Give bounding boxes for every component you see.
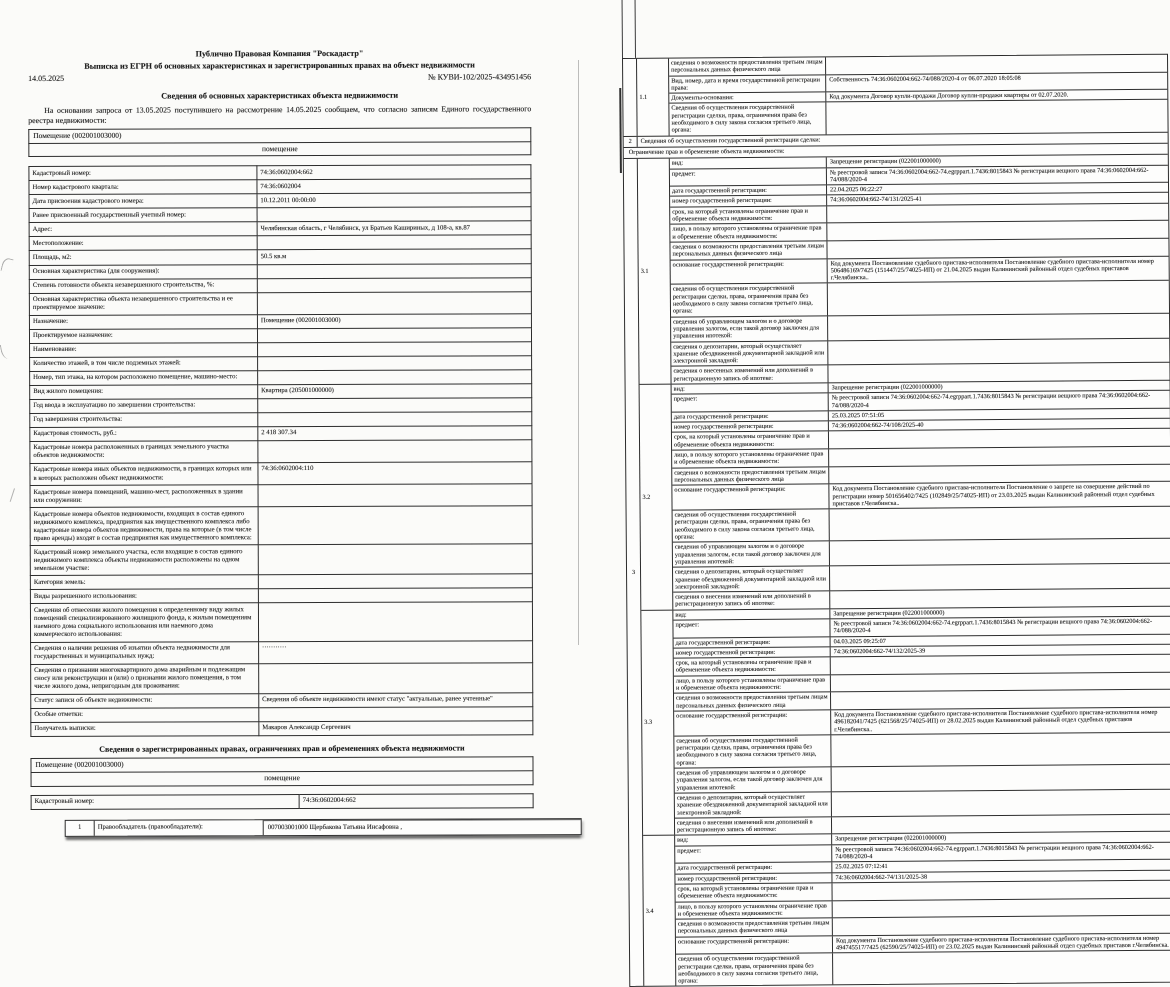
reg-row-label: сведения об управляющем залогом и о договоре управления залогом, если такой договор заключен для управления ипотекой: [673,542,830,567]
row-label: Кадастровые номера помещений, машино-мест, расположенных в здании или сооружении: [30,485,258,508]
organization-name: Публично Правовая Компания "Роскадастр" [195,48,364,59]
row-value [257,355,531,370]
reg-row-value [830,589,1170,608]
object-box-2 [30,756,533,786]
row-value [257,370,531,385]
reg-row-label: сведения об осуществлении государственной регистрации сделки, права, ограничения права без необходимого в силу закона согласия третьего лица, органа: [674,735,831,767]
page-2 [622,54,1170,987]
block-3 [624,154,1170,986]
object-kind: помещение [31,771,533,786]
row-label: Назначение: [29,314,257,329]
reg-row-label: вид: [675,835,832,846]
reg-row-value [832,790,1170,817]
row-value [258,574,532,589]
group-3-4 [643,831,1170,986]
reg-row [671,280,1169,316]
row-label: Проектируемое назначение: [29,328,257,343]
owner-label: Правообладатель (правообладатели): [95,820,264,835]
table-row [30,440,532,464]
row-value [258,398,532,413]
reg-row-label: предмет: [672,394,829,412]
row-label: Адрес: [29,222,257,237]
reg-row-label: Вид, номер, дата и время государственной регистрации права: [669,75,826,93]
object-box [28,127,531,157]
row-value [257,327,531,342]
reg-row-value: 74:36:0602004:662-74/108/2025-40 [831,421,924,430]
reg-row-label: дата государственной регистрации: [670,186,827,197]
reg-row-value: Запрещение регистрации (022001000000) [835,834,947,843]
reg-row-label: номер государственной регистрации: [672,422,829,433]
row-value: Квартира (205001000000) [258,384,532,399]
row-value: 2 418 307.34 [258,426,532,441]
reg-row-value [828,363,1169,382]
row-label: Ранее присвоенный государственный учетный номер: [29,208,257,223]
row-label: Кадастровый номер: [29,166,257,181]
reg-row-value [828,338,1169,365]
row-value [257,263,531,278]
row-label: Наименование: [30,342,258,357]
reg-row [674,732,1170,768]
row-label: Год завершения строительства: [30,413,258,428]
restrictions-header: Ограничение прав и обременение объекта недвижимости: [624,143,1168,159]
reg-row-label: основание государственной регистрации: [672,485,829,510]
reg-row-value [830,539,1170,566]
row-label: Сведения об отнесении жилого помещения к определенному виду жилых помещений специализированного жилищного фонда, к жилым помещениям наемного дома социального использования или наемного дома коммерческого использования: [30,603,258,642]
table-continuation-line [635,0,636,58]
block-3-number: 3 [624,159,644,986]
reg-row-value: 25.03.2025 07:51:05 [831,411,885,420]
reg-row [672,481,1170,510]
reg-row [669,99,1167,135]
row-value [257,341,531,356]
row-label: Получатель выписки: [31,721,259,736]
group-number: 3.3 [641,610,675,835]
row-label: Номер кадастрового квартала: [29,180,257,195]
reg-row-label: сведения о возможности предоставления третьим лицам персональных данных физического лица [670,241,827,259]
reg-row-label: предмет: [675,845,832,863]
row-value [258,602,532,641]
row-label: Особые отметки: [31,707,259,722]
row-value [259,706,533,721]
reg-row-value: Код документа Постановление судебного пристава-исполнителя Постановление о запрете на совершение действий по регистрации номер 501656402/7425 (102849/25/74025-ИП) от 23.03.2025 выдан Калининский районный отдел судебных приставов г.Челябинска.. [832,483,1155,508]
handwriting-mark [3,486,15,502]
reg-row [673,538,1170,567]
reg-row-label: сведения об управляющем залогом и о договоре управления залогом, если такой договор заключен для управления ипотекой: [671,316,828,341]
intro-text: На основании запроса от 13.05.2025 поступившего на рассмотрение 14.05.2025 сообщаем, что согласно записям Единого государственного реестра недвижимости: [28,104,532,125]
reg-row-value: № реестровой записи 74:36:0602004:662-74.egrppart.1.7436:8015843 № регистрации вещного права 74:36:0602004:662-74/088/2020-4 [835,843,1154,861]
row-value: Сведения об объекте недвижимости имеют статус "актуальные, ранее учтенные" [259,692,533,707]
row-value [258,440,532,463]
reg-row-value: № реестровой записи 74:36:0602004:662-74.egrppart.1.7436:8015843 № регистрации вещного права 74:36:0602004:662-74/088/2020-4 [829,166,1149,184]
reg-row-value: 74:36:0602004:662-74/132/2025-39 [833,647,926,656]
group-number: 3.2 [640,385,674,610]
cadastral-number-row [31,793,534,810]
row-label: Номер, тип этажа, на котором расположено помещение, машино-место: [30,370,258,385]
reg-row-value: Запрещение регистрации (022001000000) [831,383,943,392]
reg-row-label: основание государственной регистрации: [674,710,831,735]
reg-row-value: 22.04.2025 06:22:27 [830,186,883,194]
reg-row-label: срок, на который установлены ограничение прав и обременение объекта недвижимости: [674,658,831,676]
reg-row-value: Код документа Договор купли-продажи Договор купли-продажи квартиры от 02.07.2020. [829,91,1069,101]
reg-row-label: номер государственной регистрации: [674,647,831,658]
row-value [258,588,532,603]
row-label: Дата присвоения кадастрового номера: [29,194,257,209]
handwriting-mark [0,343,11,359]
reg-row-value [831,733,1170,767]
reg-row-value: 74:36:0602004:662-74/131/2025-38 [835,873,928,881]
reg-row-value [830,507,1170,541]
reg-row-label: срок, на который установлены ограничение прав и обременение объекта недвижимости: [672,432,829,450]
row-label: Кадастровый номер земельного участка, если входящие в состав единого недвижимого комплекса объекты недвижимости расположены на одном земельном участке: [30,545,258,576]
reg-row-label: дата государственной регистрации: [672,411,829,422]
reg-row-value: 04.03.2025 09:25:07 [833,637,886,645]
row-value [258,412,532,427]
group-1-1 [623,55,1168,136]
reg-row-label: сведения о внесении изменений или дополнений в регистрационную запись об ипотеке: [673,591,830,609]
document-date: 14.05.2025 [28,74,65,84]
row-value [257,291,531,314]
reg-row [675,764,1170,793]
reg-row-label: сведения о внесенных изменений или дополнений в регистрационную запись об ипотеке: [671,366,828,384]
row-label: Сведения о признании многоквартирного дома аварийным и подлежащим сносу или реконструкции и (или) о признании жилого помещения, в том числе жилого дома, непригодным для проживания: [31,663,259,694]
reg-row-value: 25.02.2025 07:12:41 [835,863,888,871]
reg-row-value: № реестровой записи 74:36:0602004:662-74.egrppart.1.7436:8015843 № регистрации вещного права 74:36:0602004:662-74/088/2020-4 [831,392,1151,409]
object-type: Помещение (002001003000) [31,757,533,772]
owner-value: 007003001000 Щербакова Татьяна Инсафовна , [264,819,581,835]
reg-row-label: лицо, в пользу которого установлены ограничение прав и обременение объекта недвижимости: [670,224,827,242]
row-value: 10.12.2011 00:00:00 [257,193,531,208]
reg-row-label: предмет: [670,168,827,186]
reg-row-value [828,313,1169,340]
reg-row [676,950,1170,986]
reg-row [673,563,1170,592]
handwriting-mark [0,257,13,273]
reg-row [674,707,1170,736]
reg-row-label: лицо, в пользу которого установлены ограничение прав и обременение объекта недвижимости: [672,449,829,467]
row-label: Год ввода в эксплуатацию по завершении строительства: [30,399,258,414]
reg-row-value: Код документа Постановление судебного пристава-исполнителя Постановление судебного пристава-исполнителя номер 496182041/7425 (621568/25/74025-ИП) от 28.02.2025 выдан Калининский районный отдел судебных приставов г.Челябинска.. [834,708,1158,733]
reg-row-label: сведения о возможности предоставления третьим лицам персональных данных физического лица [676,918,833,936]
owner-row [65,818,582,837]
row-value [257,277,531,292]
reg-row-label: вид: [672,383,829,394]
reg-row-label: вид: [673,609,830,620]
reg-row-value: Запрещение регистрации (022001000000) [833,609,945,618]
table-row [30,462,532,486]
group-number: 3.1 [638,159,672,384]
reg-row-label: основание государственной регистрации: [676,936,833,954]
document-number: № КУВИ-102/2025-434951456 [427,72,532,82]
reg-row-label: сведения об осуществлении государственной регистрации сделки, права, ограничения права без необходимого в силу закона согласия третьего лица, органа: [673,510,830,542]
table-continuation-line [622,0,623,58]
reg-row-value [832,765,1170,792]
reg-row-label: дата государственной регистрации: [674,637,831,648]
row-value: 74:36:0602004:662 [257,165,531,180]
table-row [30,484,532,508]
deal-registration-label: Сведения об осуществлении государственной регистрации сделки: [640,136,821,146]
section-title-rights: Сведения о зарегистрированных правах, ограничениях прав и обременениях объекта недвижимости [99,743,465,754]
row-value: 74:36:0602004 [257,179,531,194]
row-value: Помещение (002001003000) [257,313,531,328]
row-label: Сведения о наличии решения об изъятии объекта недвижимости для государственных и муниципальных нужд: [31,641,259,664]
group-3-3 [641,605,1170,835]
group-number: 1.1 [637,59,670,136]
reg-row-label: Документы-основания: [669,93,826,104]
reg-row-label: лицо, в пользу которого установлены ограничение прав и обременение объекта недвижимости: [674,675,831,693]
reg-row-label: Сведения об осуществлении государственной регистрации сделки, права, ограничения права без необходимого в силу закона согласия третьего лица, органа: [669,103,826,135]
row-label: Статус записи об объекте недвижимости: [31,693,259,708]
row-label: Основная характеристика (для сооружения): [29,264,257,279]
reg-row-value [830,564,1170,591]
reg-row-label: предмет: [673,619,830,637]
row-label: Категория земель: [30,575,258,590]
group-3-2 [640,380,1170,610]
row-label: Количество этажей, в том числе подземных этажей: [30,356,258,371]
reg-row-label: номер государственной регистрации: [670,196,827,207]
reg-row-value: Код документа Постановление судебного пристава-исполнителя Постановление судебного пристава-исполнителя номер 494745517/7425 (62590/25/74025-ИП) от 23.02.2025 выдан Калининский районный отдел судебных приставов г.Челябинска. [835,934,1169,952]
row-value [258,544,532,575]
reg-row-label: сведения об осуществлении государственной регистрации сделки, права, ограничения права без необходимого в силу закона согласия третьего лица, органа: [671,284,828,316]
reg-row-value: Запрещение регистрации (022001000000) [829,157,941,166]
table-row [29,291,531,315]
reg-row-label: лицо, в пользу которого установлены ограничение прав и обременение объекта недвижимости: [676,901,833,919]
row-label: Кадастровая стоимость, руб.: [30,427,258,442]
row-value [258,506,532,545]
reg-row-label: срок, на который установлены ограничение прав и обременение объекта недвижимости: [670,206,827,224]
row-label: Местоположение: [29,236,257,251]
reg-row-value [833,951,1170,985]
reg-row-label: сведения о депозитарии, который осуществляет хранение обездвиженной документарной закладной или электронной закладной: [675,792,832,817]
reg-row-label: сведения о депозитарии, который осуществляет хранение обездвиженной документарной закладной или электронной закладной: [671,341,828,366]
reg-row-label: вид: [670,158,827,169]
row-value [258,484,532,507]
reg-row-value: Код документа Постановление судебного пристава-исполнителя Постановление судебного пристава-исполнителя номер 506486169/7425 (151447/25/74025-ИП) от 21.04.2025 выдан Калининский районный отдел судебных приставов г.Челябинска.. [830,257,1154,282]
row-label: Виды разрешенного использования: [30,589,258,604]
reg-row [675,789,1170,818]
object-type: Помещение (002001003000) [29,128,531,143]
reg-row-label: сведения об осуществлении государственной регистрации сделки, права, ограничения права без необходимого в силу закона согласия третьего лица, органа: [676,954,833,986]
reg-row-label: сведения о возможности предоставления третьим лицам персональных данных физического лица [672,467,829,485]
owner-row-number: 1 [66,820,95,835]
table-row [31,640,533,664]
table-row [31,720,533,736]
row-label: Кадастровые номера иных объектов недвижимости, в границах которых или в которых расположен объект недвижимости: [30,463,258,486]
reg-row-label: основание государственной регистрации: [671,259,828,284]
reg-row-label: сведения о возможности предоставления третьим лицам персональных данных физического лица [669,57,826,75]
reg-row-label: сведения о возможности предоставления третьим лицам персональных данных физического лица [674,693,831,711]
reg-row [673,506,1170,542]
row-label: Вид жилого помещения: [30,384,258,399]
row-value: 74:36:0602004:662 [299,793,533,808]
row-label: Площадь, м2: [29,250,257,265]
reg-row-label: сведения о депозитарии, который осуществляет хранение обездвиженной документарной закладной или электронной закладной: [673,567,830,592]
registration-table [622,54,1170,987]
row-label: Кадастровые номера расположенных в границах земельного участка объектов недвижимости: [30,441,258,464]
row-number: 2 [624,137,638,147]
group-3-1 [638,155,1170,384]
reg-row-label: номер государственной регистрации: [675,873,832,884]
reg-row-value [826,100,1167,134]
document-meta [28,73,531,84]
page-1 [28,48,534,836]
table-row [30,602,532,642]
group-number: 3.4 [643,836,676,986]
row-label: Кадастровый номер: [31,794,299,809]
row-value: 74:36:0602004:110 [258,462,532,485]
table-row [30,506,532,546]
reg-row-value: 74:36:0602004:662-74/131/2025-41 [830,196,922,204]
row-value: Макаров Александр Сергеевич [259,720,533,735]
reg-row-value: Собственность 74:36:0602004:662-74/088/2020-4 от 06.07.2020 18:05:08 [829,74,1021,83]
row-value [259,662,533,693]
reg-row-value: № реестровой записи 74:36:0602004:662-74.egrppart.1.7436:8015843 № регистрации вещного права 74:36:0602004:662-74/088/2020-4 [833,617,1153,635]
reg-row-label: сведения об управляющем залогом и о договоре управления залогом, если такой договор заключен для управления ипотекой: [675,767,832,792]
row-value [257,207,531,222]
row-label: Степень готовности объекта незавершенного строительства, %: [29,278,257,293]
row-value: Челябинская область, г Челябинск, ул Братьев Кашириных, д 108-а, кв.87 [257,221,531,236]
table-row [30,544,532,576]
reg-row-label: сведения о внесении изменений или дополнений в регистрационную запись об ипотеке: [675,817,832,835]
page-edge-shadow [578,60,579,645]
row-label: Основная характеристика объекта незавершенного строительства и ее проектируемое значение: [29,292,257,315]
section-title-characteristics: Сведения об основных характеристиках объекта недвижимости [161,90,399,101]
row-value [257,235,531,250]
number-column [623,59,638,136]
table-row [31,662,533,694]
row-value: 50.5 кв.м [257,249,531,264]
reg-row-label: дата государственной регистрации: [675,863,832,874]
row-value: ··········· [258,640,532,663]
characteristics-table [28,165,533,737]
reg-row-label: срок, на который установлены ограничение прав и обременение объекта недвижимости: [675,883,832,901]
reg-row-value [832,815,1170,834]
object-kind: помещение [29,141,531,156]
document-title: Выписка из ЕГРН об основных характеристиках и зарегистрированных правах на объект недвижимости [84,60,475,71]
reg-row-value [828,281,1169,315]
row-label: Кадастровые номера объектов недвижимости, входящих в состав единого недвижимого комплекса, предприятия как имущественного комплекса либо кадастровые номера объектов недвижимости, права на которые (в том числе право аренды) входят в состав предприятия как имущественного комплекса: [30,507,258,546]
